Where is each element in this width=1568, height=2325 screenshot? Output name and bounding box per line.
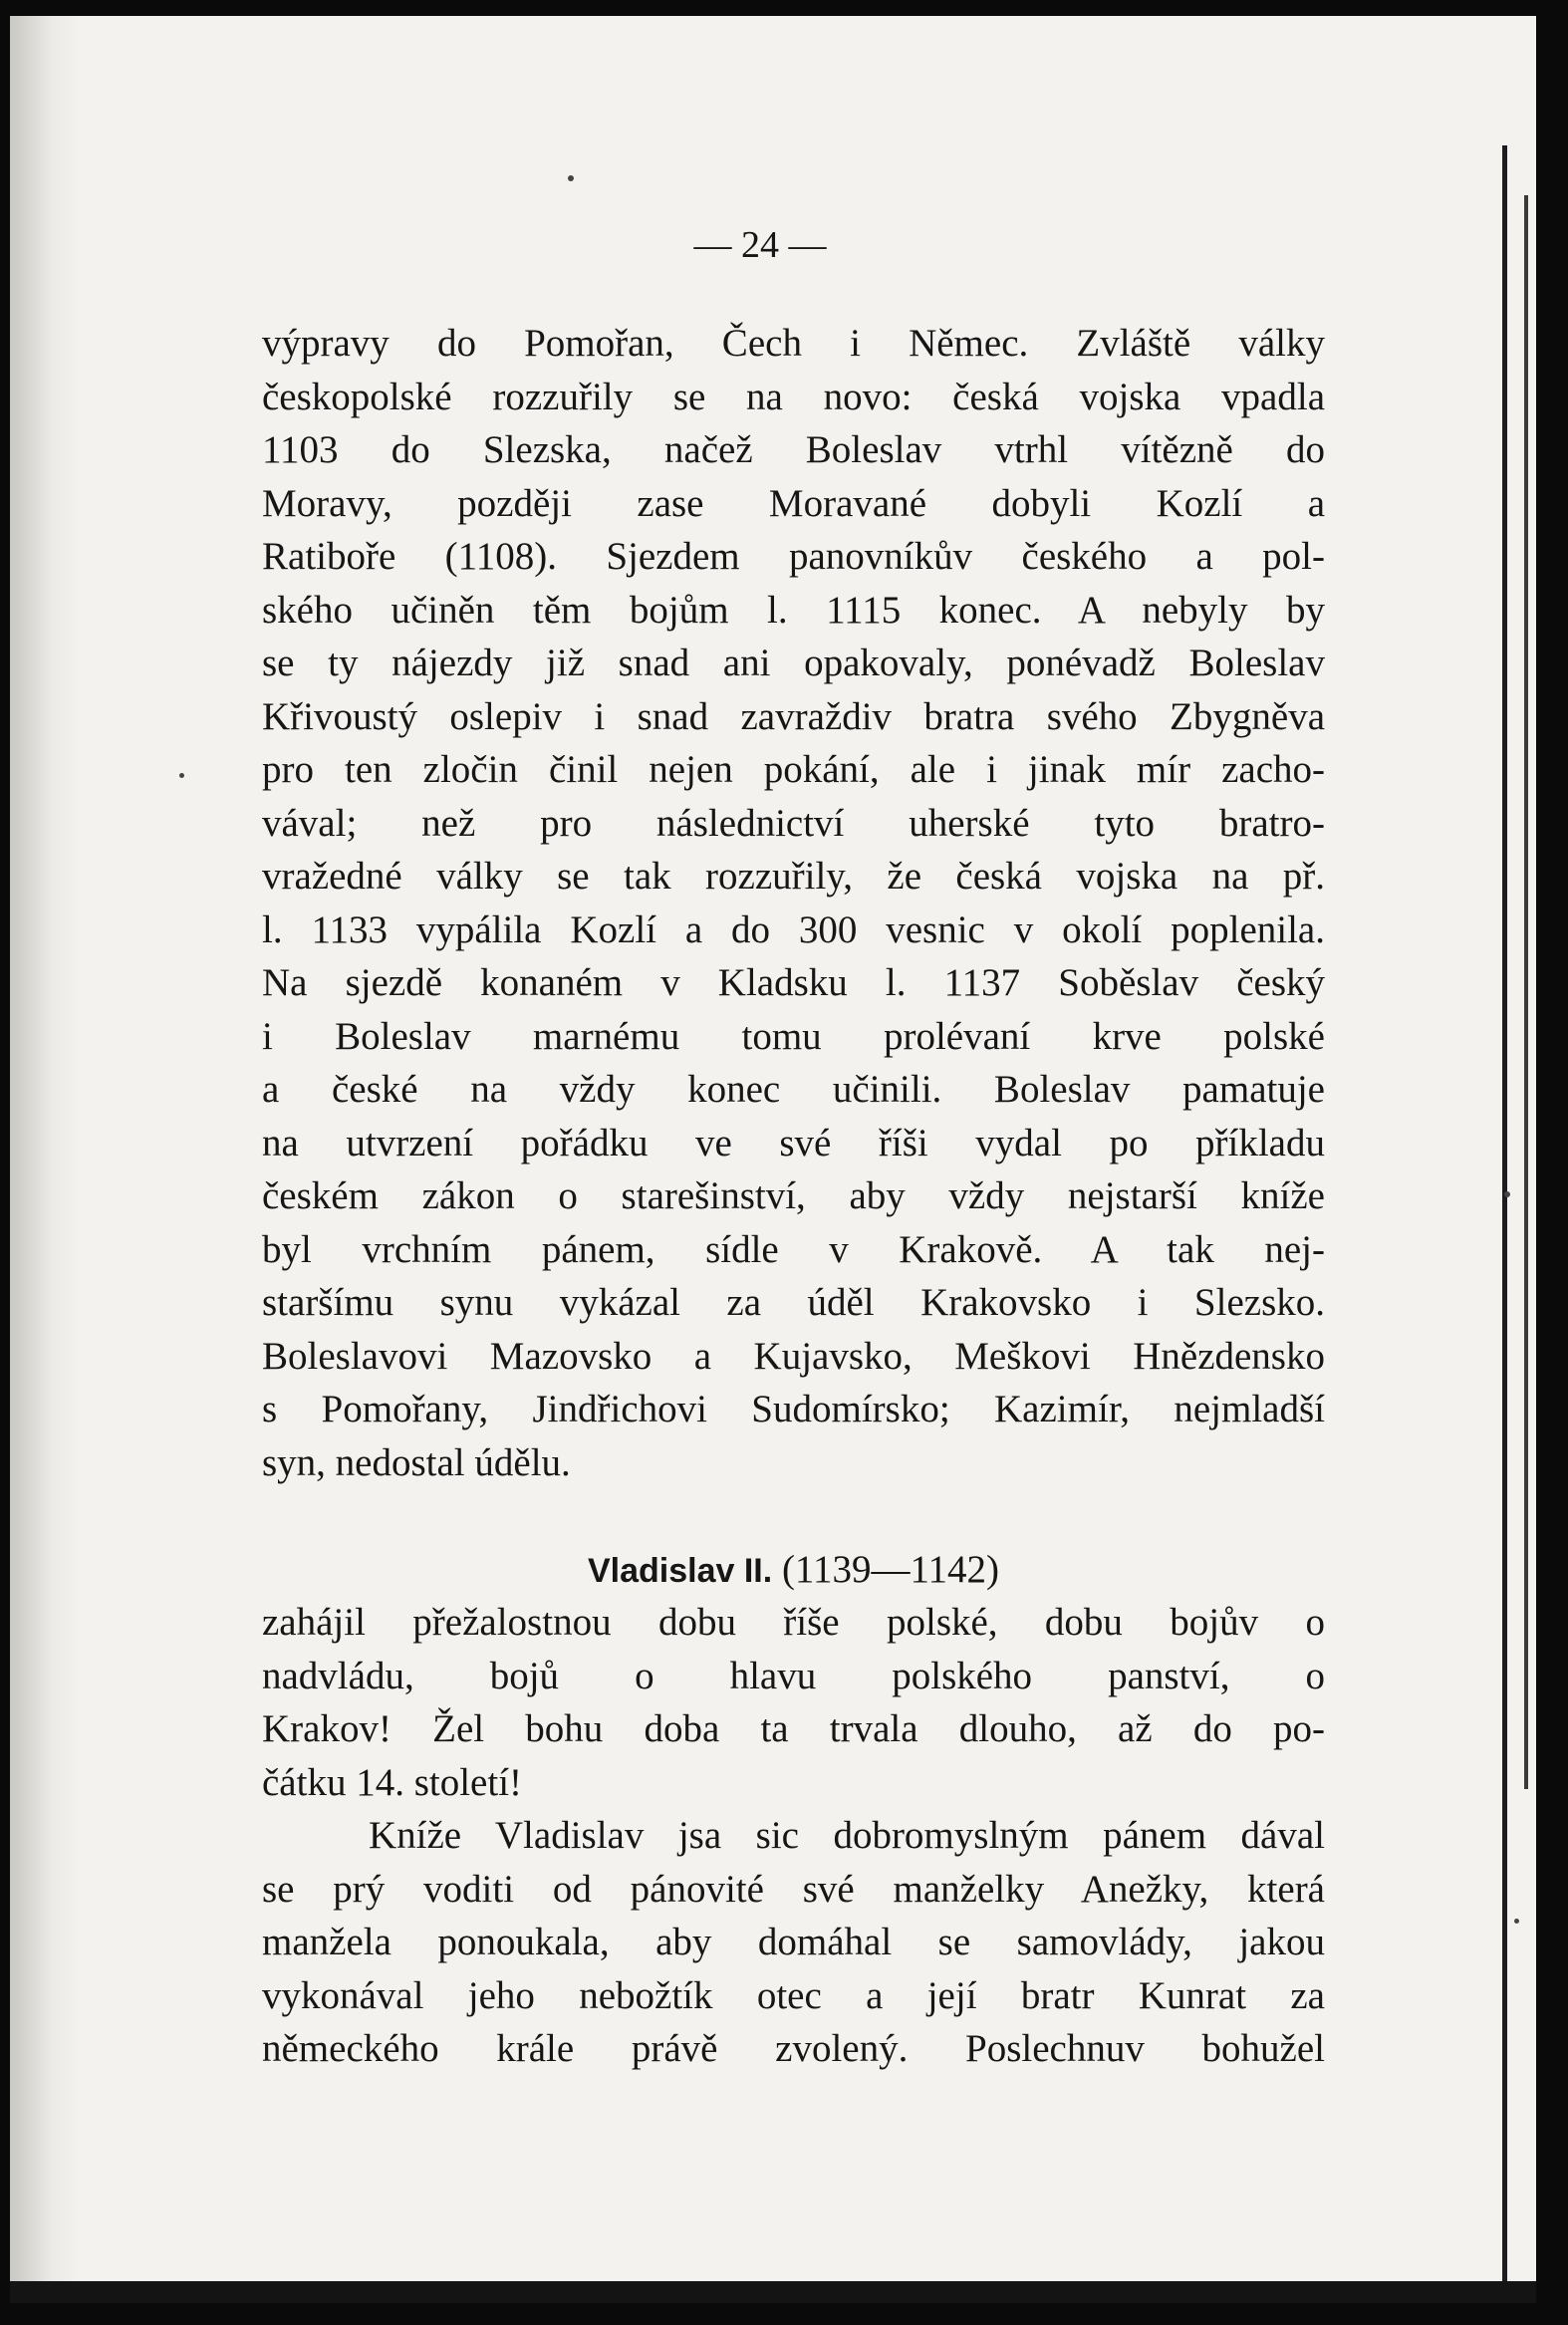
text-line: čátku 14. století! <box>262 1760 523 1804</box>
text-line: vražedné války se tak rozzuřily, že česká vojska na př. <box>262 855 1325 898</box>
text-line: a české na vždy konec učinili. Boleslav pamatuje <box>262 1068 1325 1111</box>
text-line: Boleslavovi Mazovsko a Kujavsko, Meškovi Hnězdensko <box>262 1334 1325 1378</box>
text-line: i Boleslav marnému tomu prolévaní krve polské <box>262 1014 1325 1058</box>
heading-years: (1139—1142) <box>781 1547 1000 1591</box>
text-line: vykonával jeho nebožtík otec a její bratr Kunrat za <box>262 1973 1325 2017</box>
text-line: Ratiboře (1108). Sjezdem panovníkův českého a pol- <box>262 535 1325 578</box>
text-line: Krakov! Žel bohu doba ta trvala dlouho, až do po- <box>262 1707 1325 1750</box>
scan-bottom-edge <box>10 2281 1536 2303</box>
heading-name: Vladislav II. <box>587 1551 773 1590</box>
text-line: se ty nájezdy již snad ani opakovaly, ponévadž Boleslav <box>262 642 1325 684</box>
scan-speck <box>568 175 574 181</box>
text-line: českopolské rozzuřily se na novo: česká vojska vpadla <box>262 375 1325 418</box>
text-line: s Pomořany, Jindřichovi Sudomírsko; Kazimír, nejmladší <box>262 1388 1325 1430</box>
text-line: nadvládu, bojů o hlavu polského panství, o <box>262 1654 1325 1697</box>
text-line: l. 1133 vypálila Kozlí a do 300 vesnic v okolí poplenila. <box>262 907 1325 951</box>
section-gap <box>262 1489 1325 1543</box>
text-line: manžela ponoukala, aby domáhal se samovlády, jakou <box>262 1921 1325 1963</box>
text-line: byl vrchním pánem, sídle v Krakově. A tak nej- <box>262 1227 1325 1271</box>
text-line: syn, nedostal údělu. <box>262 1440 571 1484</box>
text-line: Na sjezdě konaném v Kladsku l. 1137 Soběslav český <box>262 961 1325 1004</box>
text-line: na utvrzení pořádku ve své říši vydal po příkladu <box>262 1121 1325 1164</box>
page-edge-line-outer <box>1524 195 1528 1789</box>
text-line: zahájil přežalostnou dobu říše polské, dobu bojův o <box>262 1601 1325 1644</box>
scan-speck <box>1514 1919 1519 1924</box>
section-heading <box>262 1543 1325 1597</box>
body-text <box>262 317 1325 2076</box>
text-line: se prý voditi od pánovité své manželky Anežky, která <box>262 1867 1325 1911</box>
text-line: Kníže Vladislav jsa sic dobromyslným pánem dával <box>369 1814 1325 1857</box>
scan-speck <box>1504 1191 1510 1197</box>
text-line: Moravy, později zase Moravané dobyli Kozlí a <box>262 481 1325 525</box>
text-line: českém zákon o starešinství, aby vždy nejstarší kníže <box>262 1174 1325 1217</box>
text-line: pro ten zločin činil nejen pokání, ale i jinak mír zacho- <box>262 748 1325 791</box>
text-line: vával; než pro následnictví uherské tyto bratro- <box>262 801 1325 845</box>
page-gutter-shadow <box>10 16 80 2303</box>
text-line: 1103 do Slezska, načež Boleslav vtrhl vítězně do <box>262 428 1325 471</box>
page-edge-line <box>1502 145 1517 2297</box>
scan-speck <box>179 773 184 778</box>
text-line: německého krále právě zvolený. Poslechnuv bohužel <box>262 2027 1325 2070</box>
text-line: ského učiněn těm bojům l. 1115 konec. A nebyly by <box>262 588 1325 632</box>
page-number: — 24 — <box>693 224 827 266</box>
text-line: Křivoustý oslepiv i snad zavraždiv bratra svého Zbygněva <box>262 694 1325 738</box>
text-line: výpravy do Pomořan, Čech i Němec. Zvláště války <box>262 322 1325 365</box>
text-line: staršímu synu vykázal za úděl Krakovsko i Slezsko. <box>262 1281 1325 1324</box>
